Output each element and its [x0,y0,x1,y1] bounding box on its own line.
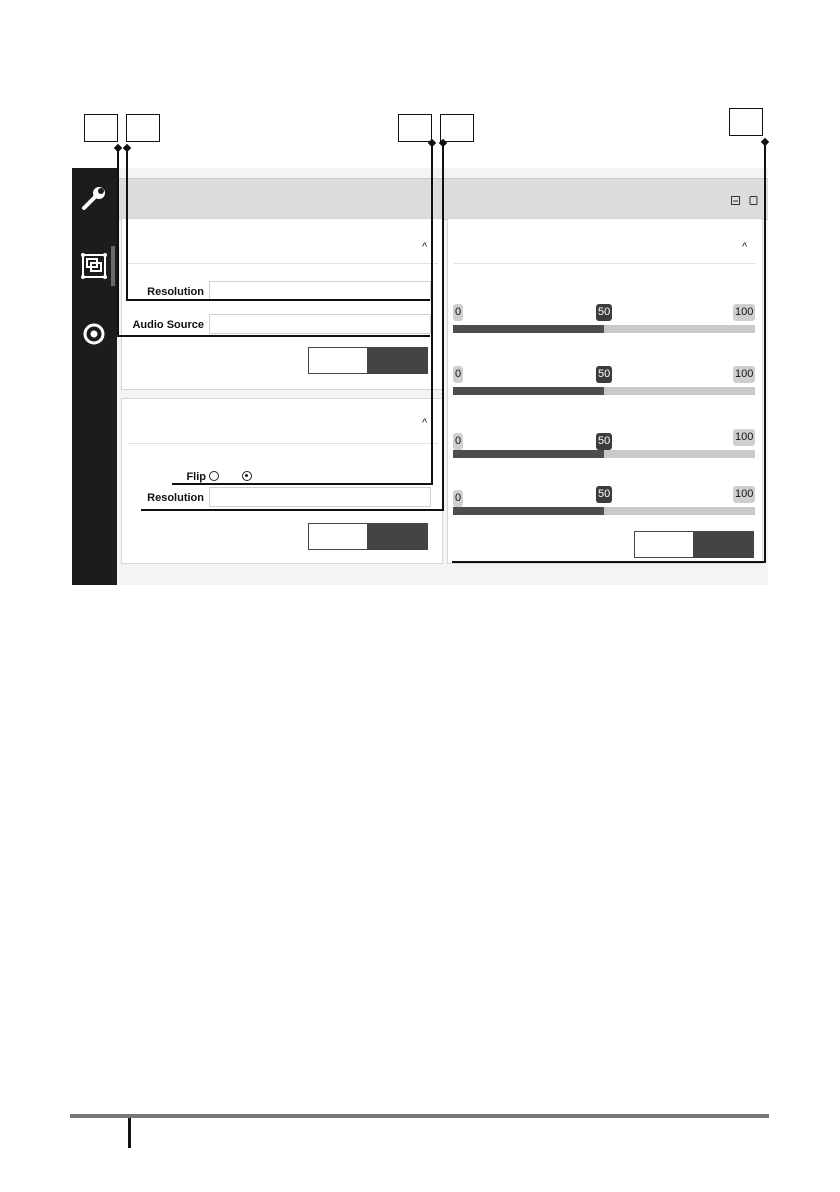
footer-tick [128,1118,131,1148]
leader-line-5 [452,142,765,562]
resolution-label-2: Resolution [147,492,204,504]
resolution-label: Resolution [147,286,204,298]
slider-4-max-label: 100 [733,486,755,503]
slider-1-handle[interactable]: 50 [596,304,612,321]
leader-line-2 [127,148,430,300]
audio-source-label: Audio Source [132,319,204,331]
slider-4-handle[interactable]: 50 [596,486,612,503]
slider-3-min-label: 0 [453,433,463,450]
collapse-chevron-icon[interactable]: ^ [422,241,428,253]
slider-2-min-label: 0 [453,366,463,383]
leader-line-3 [172,143,432,484]
slider-1-min-label: 0 [453,304,463,321]
flip-label: Flip [186,471,206,483]
leader-line-4 [141,143,443,510]
slider-2-max-label: 100 [733,366,755,383]
footer-rule [70,1114,769,1118]
slider-1-max-label: 100 [733,304,755,321]
leader-line-1 [118,148,430,336]
slider-2-handle[interactable]: 50 [596,366,612,383]
collapse-chevron-icon-2[interactable]: ^ [422,417,428,429]
slider-4-min-label: 0 [453,490,463,507]
collapse-chevron-icon-3[interactable]: ^ [742,241,748,253]
slider-3-max-label: 100 [733,429,755,446]
slider-3-handle[interactable]: 50 [596,433,612,450]
